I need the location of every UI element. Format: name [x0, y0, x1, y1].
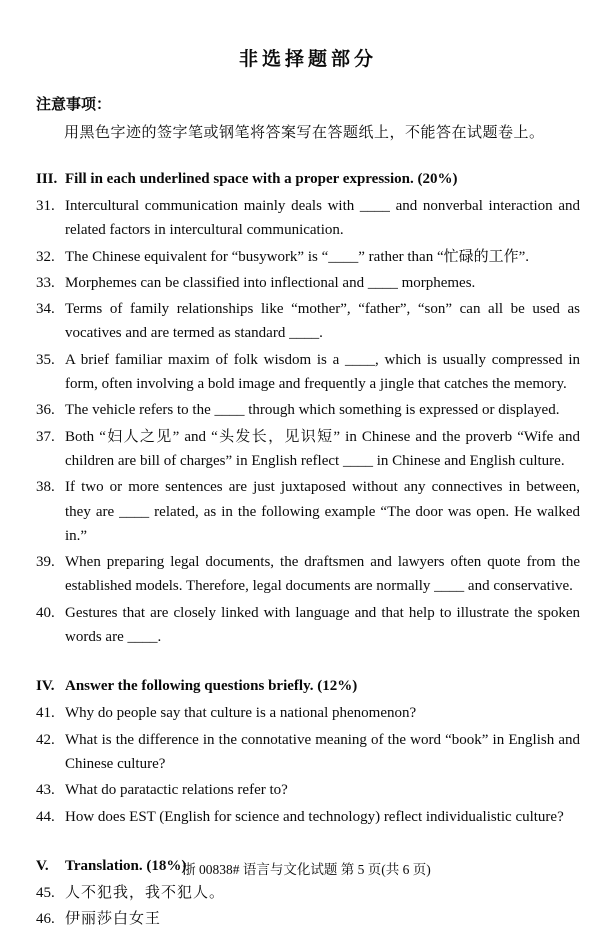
question-40	[36, 601, 580, 650]
question-number: 35.	[36, 351, 55, 368]
section-numeral: IV.	[36, 678, 55, 695]
notice-label: 注意事项：	[36, 96, 112, 113]
question-number: 40.	[36, 604, 55, 621]
question-33	[36, 271, 580, 295]
question-31	[36, 194, 580, 243]
question-text: Why do people say that culture is a national phenomenon?	[65, 705, 417, 722]
question-42	[36, 728, 580, 777]
section-numeral: V.	[36, 857, 49, 874]
question-text: When preparing legal documents, the draftsmen and lawyers often quote from the established models. Therefore, legal documents are normally ____ and conservative.	[65, 554, 580, 595]
notice-text: 用黑色字迹的签字笔或钢笔将答案写在答题纸上，不能答在试题卷上。	[64, 125, 545, 141]
question-35	[36, 348, 580, 397]
question-text: What do paratactic relations refer to?	[65, 782, 288, 799]
section-heading-text: Answer the following questions briefly. (12%)	[65, 678, 358, 695]
question-text: Gestures that are closely linked with language and that help to illustrate the spoken words are ____.	[65, 604, 580, 646]
question-number: 43.	[36, 782, 55, 799]
question-text: 伊丽莎白女王	[65, 911, 162, 928]
question-number: 42.	[36, 731, 55, 748]
question-43	[36, 778, 580, 802]
section-heading	[36, 167, 580, 191]
question-number: 31.	[36, 198, 55, 214]
question-text: The vehicle refers to the ____ through which something is expressed or displayed.	[65, 402, 560, 419]
question-number: 41.	[36, 705, 55, 722]
question-number: 33.	[36, 274, 55, 291]
section-heading-text: Fill in each underlined space with a proper expression. (20%)	[65, 171, 458, 187]
question-text: Morphemes can be classified into inflectional and ____ morphemes.	[65, 274, 476, 291]
section-iii	[36, 167, 580, 649]
question-number: 36.	[36, 402, 55, 419]
question-text: How does EST (English for science and technology) reflect individualistic culture?	[65, 808, 564, 825]
question-37	[36, 425, 580, 474]
question-46	[36, 907, 580, 931]
question-text: What is the difference in the connotative meaning of the word “book” in English and Chinese culture?	[65, 731, 580, 772]
question-number: 44.	[36, 808, 55, 825]
question-number: 39.	[36, 554, 55, 571]
question-39	[36, 550, 580, 599]
question-38	[36, 475, 580, 548]
question-text: Both “妇人之见” and “头发长，见识短” in Chinese and the proverb “Wife and children are bill of charges” in English reflect ____ in Chinese and English culture.	[65, 428, 580, 469]
section-heading	[36, 674, 580, 698]
section-iv	[36, 674, 580, 828]
question-text: If two or more sentences are just juxtaposed without any connectives in between, they are ____ related, as in the following example “The door was open. He walked in.”	[65, 479, 580, 544]
page-footer: 浙 00838# 语言与文化试题 第 5 页(共 6 页)	[182, 862, 431, 877]
page-title: 非选择题部分	[238, 49, 377, 70]
question-text: The Chinese equivalent for “busywork” is “____” rather than “忙碌的工作”.	[65, 248, 530, 265]
question-number: 46.	[36, 911, 55, 928]
section-numeral: III.	[36, 171, 58, 187]
question-45	[36, 881, 580, 905]
question-number: 32.	[36, 248, 55, 265]
question-34	[36, 297, 580, 346]
question-text: 人不犯我，我不犯人。	[65, 884, 226, 901]
question-36	[36, 398, 580, 422]
question-number: 34.	[36, 301, 55, 318]
section-heading-text: Translation. (18%)	[65, 857, 187, 874]
question-number: 37.	[36, 428, 55, 445]
question-text: Intercultural communication mainly deals with ____ and nonverbal interaction and related factors in intercultural communication.	[65, 198, 580, 239]
question-number: 38.	[36, 479, 55, 496]
question-number: 45.	[36, 884, 55, 901]
question-44	[36, 805, 580, 829]
question-41	[36, 701, 580, 725]
question-text: A brief familiar maxim of folk wisdom is a ____, which is usually compressed in form, often involving a bold image and frequently a jingle that catches the memory.	[65, 351, 580, 393]
question-text: Terms of family relationships like “mother”, “father”, “son” can all be used as vocatives and are termed as standard ____.	[65, 301, 580, 342]
question-32	[36, 245, 580, 269]
